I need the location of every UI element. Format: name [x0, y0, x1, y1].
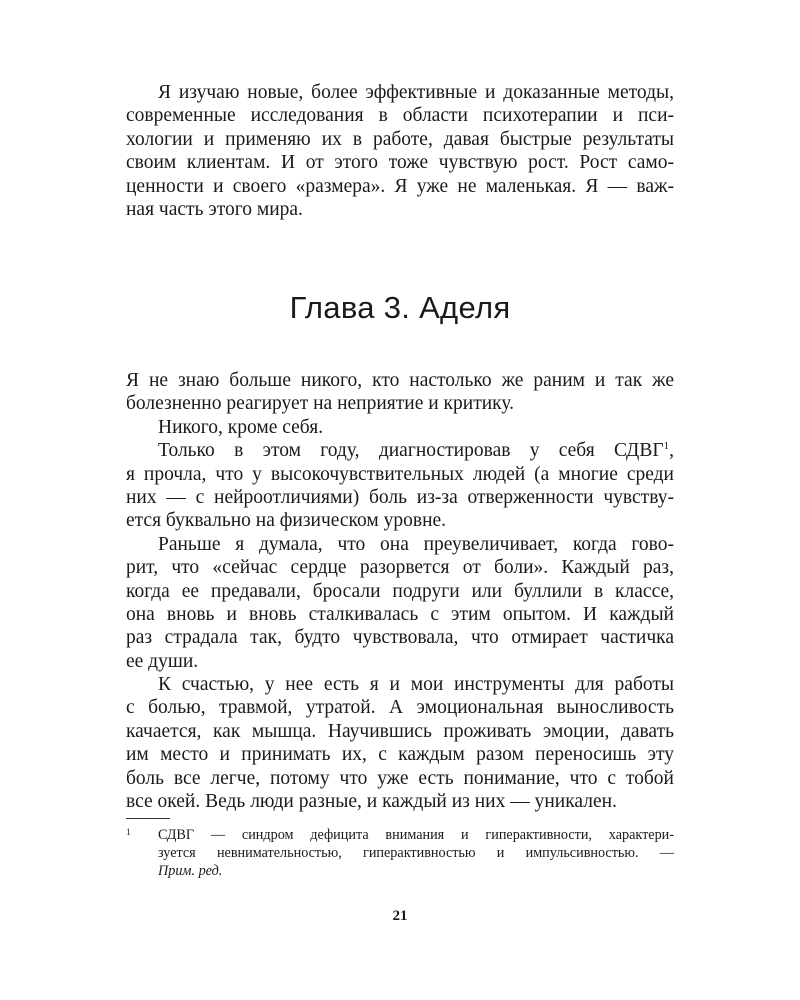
- text-line: Я не знаю больше никого, кто настолько же раним и так же: [126, 370, 674, 391]
- footnote-line: зуется невнимательностью, гиперактивностью и импульсивностью. —: [158, 845, 674, 862]
- page-number: 21: [392, 908, 408, 924]
- text-line: хологии и применяю их в работе, давая быстрые результаты: [126, 128, 674, 150]
- footnote-marker: 1: [126, 827, 131, 837]
- text-line: ценности и своего «размера». Я уже не маленькая. Я — важ-: [126, 175, 674, 197]
- text-line: с болью, травмой, утратой. А эмоциональная выносливость: [126, 697, 674, 719]
- footnote-text: СДВГ — синдром дефицита внимания и гиперактивности, характери-: [158, 827, 674, 843]
- text-line: качается, как мышца. Научившись проживать эмоции, давать: [126, 720, 674, 742]
- footnote-line: [126, 826, 674, 844]
- text-line: ная часть этого мира.: [126, 198, 303, 220]
- chapter-body: [126, 369, 674, 813]
- text-line: все окей. Ведь люди разные, и каждый из них — уникален.: [126, 791, 617, 813]
- text-line-with-footnote: [126, 439, 674, 462]
- text-line: она вновь и вновь сталкивалась с этим опытом. И каждый: [126, 603, 674, 625]
- footnote-editor-note: Прим. ред.: [158, 863, 223, 880]
- text-segment: ,: [669, 440, 674, 462]
- text-segment: Только в этом году, диагностировав у себя СДВГ: [158, 440, 664, 462]
- text-line: им место и принимать их, с каждым разом переносишь эту: [126, 744, 674, 766]
- footnote-reference[interactable]: 1: [663, 440, 670, 453]
- text-line: боль все легче, потому что уже есть понимание, что с тобой: [126, 767, 674, 789]
- text-line: своим клиентам. И от этого тоже чувствую рост. Рост само-: [126, 152, 674, 174]
- chapter-title: Глава 3. Аделя: [289, 290, 511, 325]
- text-line: современные исследования в области психотерапии и пси-: [126, 105, 674, 127]
- text-line: раз страдала так, будто чувствовала, что отмирает частичка: [126, 627, 674, 649]
- text-line: них — с нейроотличиями) боль из-за отверженности чувству-: [126, 486, 674, 508]
- footnote: [126, 826, 674, 881]
- text-line: К счастью, у нее есть я и мои инструменты для работы: [158, 674, 674, 696]
- text-line: болезненно реагирует на неприятие и критику.: [126, 393, 515, 415]
- text-line: я прочла, что у высокочувствительных людей (а многие среди: [126, 463, 674, 485]
- text-line: Я изучаю новые, более эффективные и доказанные методы,: [158, 82, 674, 103]
- text-line: Раньше я думала, что она преувеличивает, когда гово-: [158, 533, 674, 555]
- footnote-divider: [126, 818, 170, 819]
- intro-paragraph: [126, 81, 674, 221]
- text-line: Никого, кроме себя.: [158, 416, 324, 438]
- text-line: когда ее предавали, бросали подруги или буллили в классе,: [126, 580, 674, 602]
- text-line: рит, что «сейчас сердце разорвется от боли». Каждый раз,: [126, 557, 674, 579]
- text-line: ется буквально на физическом уровне.: [126, 510, 447, 532]
- text-line: ее души.: [126, 650, 199, 672]
